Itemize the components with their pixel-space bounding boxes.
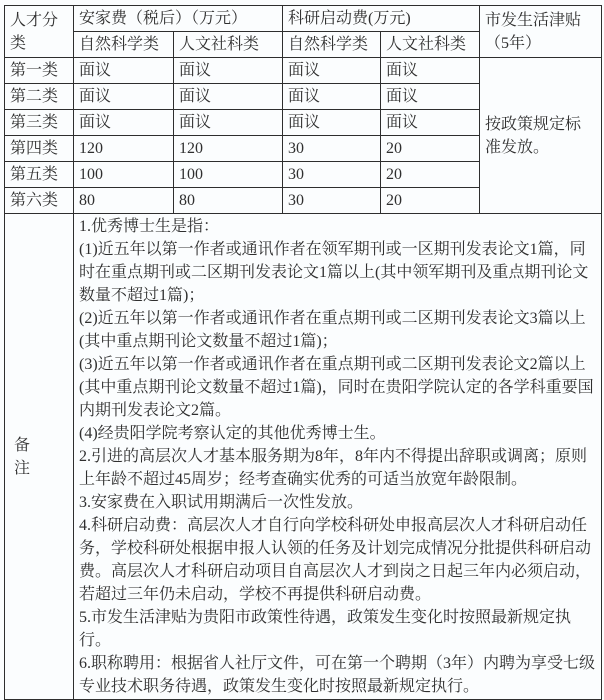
research-humanities-value: 20 (381, 162, 480, 188)
research-humanities-value: 20 (381, 188, 480, 214)
research-natural-value: 30 (283, 162, 381, 188)
research-humanities-value: 面议 (381, 58, 480, 84)
settling-humanities-value: 120 (174, 136, 283, 162)
research-natural-value: 面议 (283, 84, 381, 110)
remark-content-cell (74, 214, 602, 700)
talent-benefits-table-wrapper (4, 5, 602, 700)
settling-humanities-value: 面议 (174, 110, 283, 136)
settling-natural-value: 面议 (74, 84, 174, 110)
subheader-research-natural-science: 自然科学类 (283, 32, 381, 58)
subsidy-note-cell: 按政策规定标准发放。 (480, 58, 602, 214)
research-natural-value: 30 (283, 136, 381, 162)
settling-natural-value: 面议 (74, 110, 174, 136)
remark-paragraph: 3.安家费在入职试用期满后一次性发放。 (79, 494, 364, 511)
remark-label-cell (5, 214, 74, 700)
tier-label: 第四类 (5, 136, 74, 162)
tier-label: 第五类 (5, 162, 74, 188)
remark-paragraph: 1.优秀博士生是指： (79, 218, 220, 235)
settling-humanities-value: 面议 (174, 84, 283, 110)
settling-natural-value: 120 (74, 136, 174, 162)
remark-paragraph: 4.科研启动费：高层次人才自行向学校科研处申报高层次人才科研启动任务，学校科研处根据申报人认领的任务及计划完成情况分批提供科研启动费。高层次人才科研启动项目自高层次人才到岗之日起三年内必须启动，若超过三年仍未启动，学校不再提供科研启动费。 (79, 517, 592, 603)
research-humanities-value: 面议 (381, 110, 480, 136)
research-natural-value: 面议 (283, 110, 381, 136)
remark-paragraph: (2)近五年以第一作者或通讯作者在重点期刊或二区期刊发表论文3篇以上(其中重点期刊论文数量不超过1篇)； (79, 310, 586, 350)
settling-natural-value: 面议 (74, 58, 174, 84)
settling-humanities-value: 80 (174, 188, 283, 214)
remark-paragraph: 5.市发生活津贴为贵阳市政策性待遇，政策发生变化时按照最新规定执行。 (79, 609, 572, 649)
remark-paragraph: (1)近五年以第一作者或通讯作者在领军期刊或一区期刊发表论文1篇，同时在重点期刊或二区期刊发表论文1篇以上(其中领军期刊及重点期刊论文数量不超过1篇)； (79, 241, 589, 304)
research-natural-value: 30 (283, 188, 381, 214)
subheader-research-humanities: 人文社科类 (381, 32, 480, 58)
header-city-living-subsidy: 市发生活津贴（5年） (480, 6, 602, 58)
tier-label: 第一类 (5, 58, 74, 84)
settling-natural-value: 80 (74, 188, 174, 214)
remark-paragraph: (3)近五年以第一作者或通讯作者在重点期刊或二区期刊发表论文2篇以上(其中重点期刊论文数量不超过1篇)，同时在贵阳学院认定的各学科重要国内期刊发表论文2篇。 (79, 356, 594, 419)
remark-paragraph: (4)经贵阳学院考察认定的其他优秀博士生。 (79, 425, 386, 442)
tier-label: 第三类 (5, 110, 74, 136)
table-row-tier1 (5, 58, 602, 84)
subheader-settling-natural-science: 自然科学类 (74, 32, 174, 58)
settling-humanities-value: 100 (174, 162, 283, 188)
research-natural-value: 面议 (283, 58, 381, 84)
tier-label: 第六类 (5, 188, 74, 214)
research-humanities-value: 面议 (381, 84, 480, 110)
settling-natural-value: 100 (74, 162, 174, 188)
talent-benefits-table (4, 5, 602, 700)
settling-humanities-value: 面议 (174, 58, 283, 84)
remarks-row (5, 214, 602, 700)
header-row-groups (5, 6, 602, 32)
corner-cell-talent-category: 人才分类 (5, 6, 74, 58)
research-humanities-value: 20 (381, 136, 480, 162)
tier-label: 第二类 (5, 84, 74, 110)
header-settling-fee: 安家费（税后）（万元） (74, 6, 283, 32)
header-research-startup-fund: 科研启动费(万元) (283, 6, 480, 32)
remark-label-text: 备注 (14, 436, 31, 477)
remark-paragraph: 2.引进的高层次人才基本服务期为8年，8年内不得提出辞职或调离；原则上年龄不超过45周岁；经考查确实优秀的可适当放宽年龄限制。 (79, 448, 588, 488)
subheader-settling-humanities: 人文社科类 (174, 32, 283, 58)
remark-paragraph: 6.职称聘用：根据省人社厅文件，可在第一个聘期（3年）内聘为享受七级专业技术职务待遇，政策发生变化时按照最新规定执行。 (79, 655, 596, 695)
